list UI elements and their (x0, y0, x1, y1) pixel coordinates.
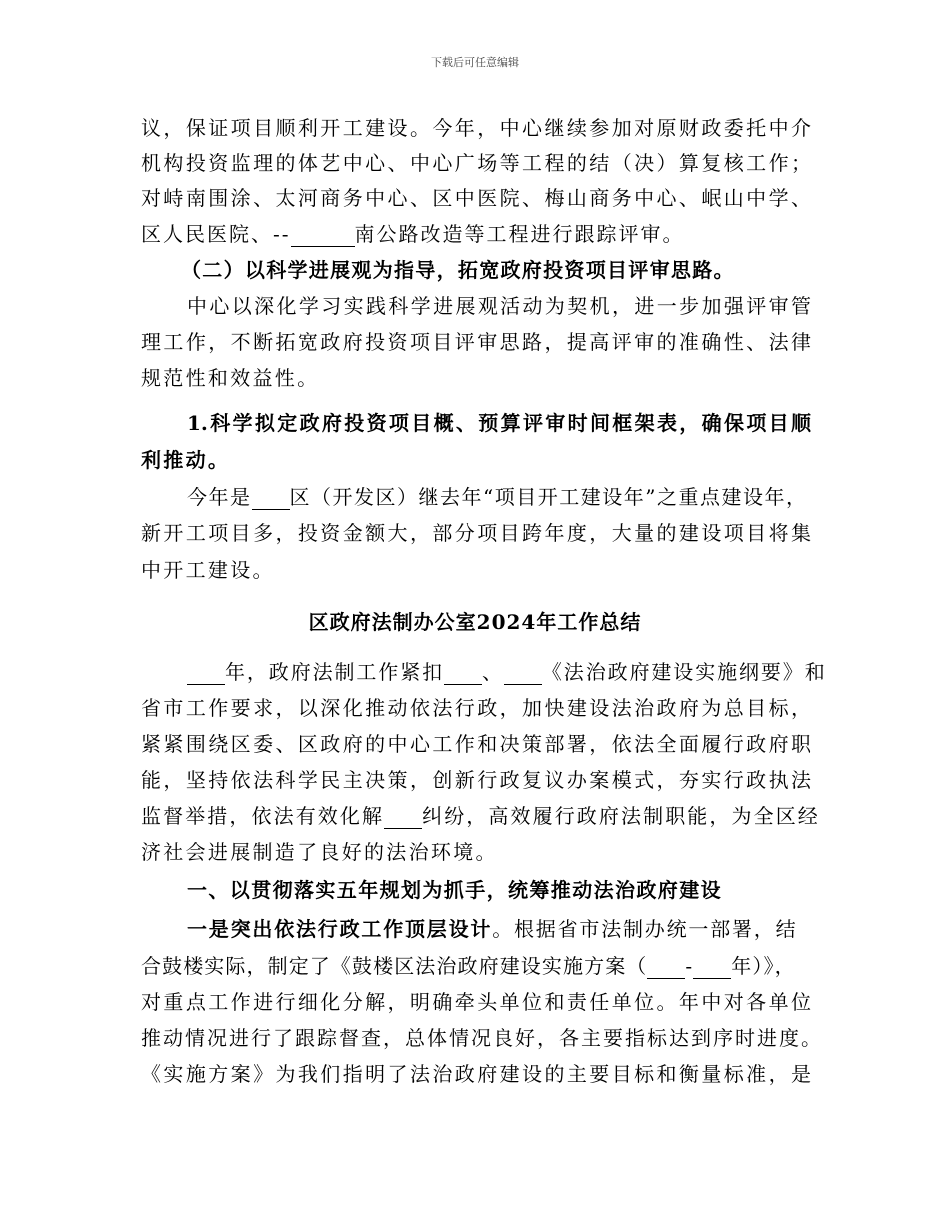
paragraph-line (141, 954, 811, 979)
paragraph-line: 济社会进展制造了良好的法治环境。 (141, 840, 498, 864)
paragraph-line: 新开工项目多，投资金额大，部分项目跨年度，大量的建设项目将集 (141, 521, 811, 545)
text-segment: 《法治政府建设实施纲要》和 (541, 660, 827, 684)
paragraph-line: 能，坚持依法科学民主决策，创新行政复议办案模式，夯实行政执法 (141, 768, 811, 792)
paragraph-line: 《实施方案》为我们指明了法治政府建设的主要目标和衡量标准，是 (141, 1062, 811, 1086)
subheading-line: 利推动。 (141, 448, 231, 472)
text-segment: - (685, 954, 694, 978)
text-segment: 区（开发区）继去年“项目开工建设年”之重点建设年， (289, 485, 808, 509)
text-segment: 今年是 (187, 485, 252, 509)
paragraph-line: 推动情况进行了跟踪督查，总体情况良好，各主要指标达到序时进度。 (141, 1026, 821, 1050)
paragraph-line (187, 660, 827, 685)
text-segment: 、 (482, 660, 504, 684)
blank-underline (384, 804, 422, 829)
blank-underline (444, 660, 482, 685)
paragraph-line: 紧紧围绕区委、区政府的中心工作和决策部署，依法全面履行政府职 (141, 732, 811, 756)
paragraph-line (141, 804, 820, 829)
paragraph-line: 对重点工作进行细化分解，明确牵头单位和责任单位。年中对各单位 (141, 990, 811, 1014)
paragraph-line: 省市工作要求，以深化推动依法行政，加快建设法治政府为总目标， (141, 696, 811, 720)
text-segment: 年）》， (731, 954, 796, 978)
blank-underline (693, 954, 731, 979)
paragraph-line (187, 485, 817, 510)
paragraph-line: 中心以深化学习实践科学进展观活动为契机，进一步加强评审管 (187, 294, 811, 318)
blank-underline (647, 954, 685, 979)
paragraph-line: 对峙南围涂、太河商务中心、区中医院、梅山商务中心、岷山中学、 (141, 186, 811, 210)
subheading-line: 1.科学拟定政府投资项目概、预算评审时间框架表，确保项目顺 (187, 411, 811, 435)
section-heading: 一、以贯彻落实五年规划为抓手，统筹推动法治政府建设 (187, 878, 722, 902)
text-segment: 合鼓楼实际，制定了《鼓楼区法治政府建设实施方案（ (141, 954, 648, 978)
blank-underline (187, 660, 225, 685)
bold-lead: 一是突出依法行政工作顶层设计 (187, 917, 493, 941)
text-segment: 南公路改造等工程进行跟踪评审。 (354, 222, 685, 246)
paragraph-line: 机构投资监理的体艺中心、中心广场等工程的结（决）算复核工作； (141, 151, 811, 175)
paragraph-line (141, 222, 811, 247)
paragraph-line: 理工作，不断拓宽政府投资项目评审思路，提高评审的准确性、法律 (141, 330, 811, 354)
paragraph-line: 议，保证项目顺利开工建设。今年，中心继续参加对原财政委托中介 (141, 116, 811, 140)
text-segment: 监督举措，依法有效化解 (141, 804, 385, 828)
section-heading: （二）以科学进展观为指导，拓宽政府投资项目评审思路。 (181, 258, 735, 282)
document-title: 区政府法制办公室2024年工作总结 (308, 610, 642, 634)
text-segment: 年，政府法制工作紧扣 (225, 660, 444, 684)
paragraph-line: 中开工建设。 (141, 558, 275, 582)
text-segment: 纠纷，高效履行政府法制职能，为全区经 (422, 804, 820, 828)
blank-underline (504, 660, 542, 685)
blank-underline (252, 485, 290, 510)
paragraph-line (187, 917, 817, 941)
page-header: 下载后可任意编辑 (431, 56, 519, 69)
paragraph-line: 规范性和效益性。 (141, 366, 320, 390)
text-segment: 。根据省市法制办统一部署，结 (492, 917, 798, 941)
blank-underline (291, 222, 355, 247)
text-segment: 区人民医院、-- (141, 222, 291, 246)
